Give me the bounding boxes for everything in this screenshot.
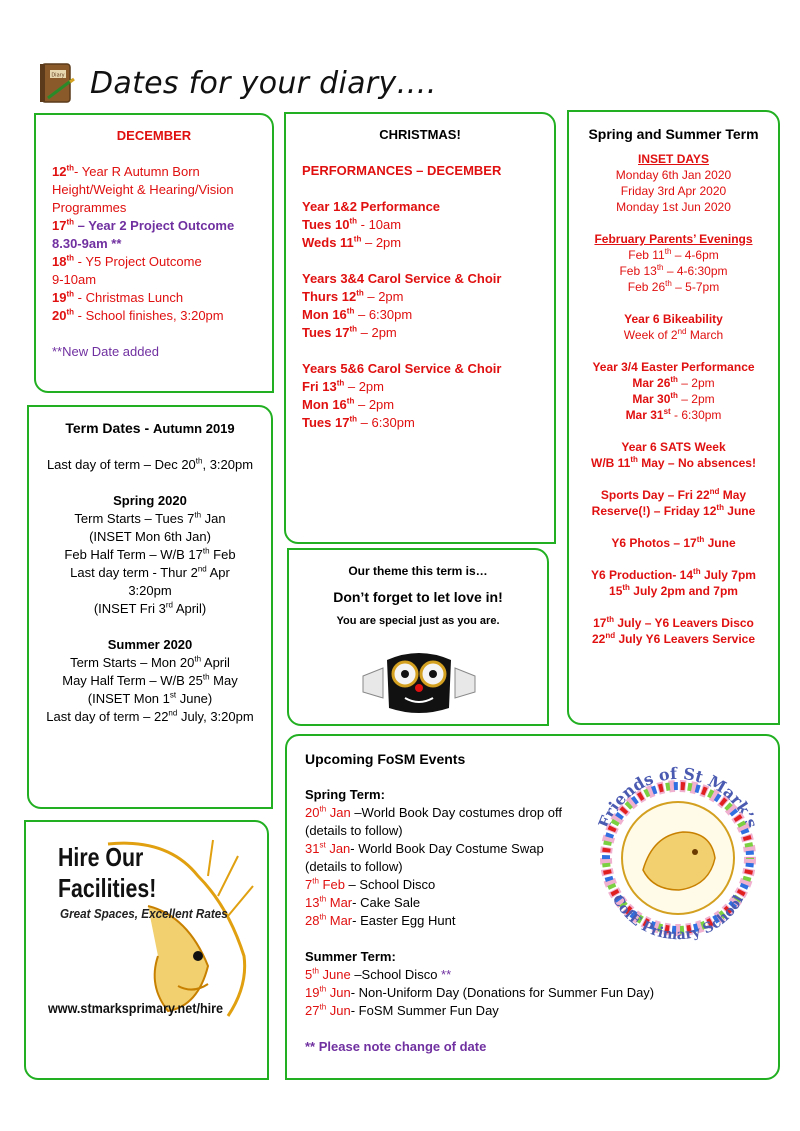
- list-item-cont: (details to follow): [305, 859, 403, 874]
- list-item: Feb 13th – 4-6:30pm: [619, 263, 728, 278]
- list-item: 17th July – Y6 Leavers Disco: [593, 615, 754, 630]
- list-item: 17th – Year 2 Project Outcome: [52, 217, 235, 233]
- list-item-cont: 8.30-9am **: [52, 236, 122, 251]
- list-item: 22nd July Y6 Leavers Service: [591, 631, 756, 646]
- fosm-logo: [583, 740, 773, 962]
- list-item: Mar 31st - 6:30pm: [625, 407, 722, 422]
- list-item: Sports Day – Fri 22nd May: [600, 487, 747, 502]
- spring-title: Spring 2020: [113, 493, 187, 508]
- list-item: Mon 16th – 6:30pm: [302, 306, 413, 322]
- logo-bottom-text: CofE Primary School: [608, 892, 748, 944]
- list-item: Week of 2nd March: [623, 327, 724, 342]
- christmas-heading: CHRISTMAS!: [379, 127, 461, 142]
- logo-top-text: Friends of St Mark’s: [594, 763, 762, 831]
- list-item-cont: Height/Weight & Hearing/Vision: [52, 182, 234, 197]
- list-item: 13th Mar- Cake Sale: [305, 894, 421, 910]
- list-item: Last day of term – Dec 20th, 3:20pm: [46, 456, 254, 472]
- hire-panel: [24, 820, 269, 1080]
- theme-intro: Our theme this term is…: [348, 564, 488, 578]
- december-heading: DECEMBER: [116, 128, 192, 143]
- list-item: Reserve(!) – Friday 12th June: [591, 503, 756, 518]
- list-item: Feb 26th – 5-7pm: [627, 279, 720, 294]
- hire-url-link[interactable]: www.stmarksprimary.net/hire: [48, 1000, 224, 1016]
- svg-text:Diary: Diary: [51, 72, 65, 79]
- list-item: (INSET Mon 1st June): [87, 690, 213, 706]
- list-item: Monday 6th Jan 2020: [615, 168, 732, 182]
- list-item: Mar 26th – 2pm: [632, 375, 715, 390]
- theme-title: Don’t forget to let love in!: [333, 589, 503, 605]
- list-item: 3:20pm: [128, 583, 172, 598]
- diary-icon: [38, 62, 76, 104]
- list-item: 12th- Year R Autumn Born: [52, 163, 200, 179]
- bikeability-title: Year 6 Bikeability: [624, 312, 723, 326]
- list-item: Mon 16th – 2pm: [302, 396, 395, 412]
- list-item-cont: (details to follow): [305, 823, 403, 838]
- group-title: Year 1&2 Performance: [302, 199, 441, 214]
- parents-evenings-title: February Parents’ Evenings: [594, 232, 753, 246]
- list-item: 31st Jan- World Book Day Costume Swap: [305, 840, 544, 856]
- cartoon-character-icon: [359, 646, 479, 718]
- list-item: Feb Half Term – W/B 17th Feb: [64, 546, 236, 562]
- list-item: W/B 11th May – No absences!: [591, 455, 756, 470]
- list-item: Last day term - Thur 2nd Apr: [70, 564, 230, 580]
- page-title: Dates for your diary….: [90, 66, 437, 101]
- theme-panel: [287, 548, 549, 726]
- performances-subheading: PERFORMANCES – DECEMBER: [302, 163, 502, 178]
- fosm-panel: [285, 734, 780, 1080]
- list-item: Fri 13th – 2pm: [302, 378, 384, 394]
- hire-title: Hire Our Facilities!: [58, 842, 157, 903]
- list-item: Weds 11th – 2pm: [302, 234, 402, 250]
- list-item: Monday 1st Jun 2020: [616, 200, 731, 214]
- list-item: (INSET Fri 3rd April): [93, 600, 207, 616]
- list-item: 20th Jan –World Book Day costumes drop off: [305, 804, 562, 820]
- term-dates-panel: [27, 405, 273, 809]
- list-item: 7th Feb – School Disco: [305, 876, 436, 892]
- list-item: Tues 17th – 2pm: [302, 324, 397, 340]
- list-item: Tues 10th - 10am: [302, 216, 402, 232]
- easter-title: Year 3/4 Easter Performance: [592, 360, 755, 374]
- list-item: 19th Jun- Non-Uniform Day (Donations for Summer Fun Day): [305, 984, 655, 1000]
- spring-summer-heading: Spring and Summer Term: [588, 126, 759, 142]
- group-title: Years 5&6 Carol Service & Choir: [302, 361, 502, 376]
- inset-title: INSET DAYS: [638, 152, 709, 166]
- theme-subtitle: You are special just as you are.: [336, 615, 500, 627]
- list-item: Tues 17th – 6:30pm: [302, 414, 415, 430]
- hire-tagline: Great Spaces, Excellent Rates: [60, 906, 228, 921]
- fosm-summer-title: Summer Term:: [305, 949, 396, 964]
- list-item-cont: 9-10am: [52, 272, 97, 287]
- fosm-note: ** Please note change of date: [305, 1039, 487, 1054]
- list-item: 19th - Christmas Lunch: [52, 289, 184, 305]
- christmas-panel: [284, 112, 556, 544]
- list-item-cont: Programmes: [52, 200, 127, 215]
- december-panel: [34, 113, 274, 393]
- list-item: 5th June –School Disco **: [305, 966, 452, 982]
- group-title: Years 3&4 Carol Service & Choir: [302, 271, 502, 286]
- list-item: Mar 30th – 2pm: [632, 391, 715, 406]
- list-item: 15th July 2pm and 7pm: [609, 583, 738, 598]
- list-item: 18th - Y5 Project Outcome: [52, 253, 202, 269]
- list-item: Last day of term – 22nd July, 3:20pm: [46, 708, 254, 724]
- list-item: (INSET Mon 6th Jan): [89, 529, 211, 544]
- list-item: Thurs 12th – 2pm: [302, 288, 404, 304]
- sats-title: Year 6 SATS Week: [621, 440, 726, 454]
- december-note: **New Date added: [52, 344, 159, 359]
- summer-title: Summer 2020: [107, 637, 193, 652]
- fosm-spring-title: Spring Term:: [305, 787, 385, 802]
- list-item: Term Starts – Tues 7th Jan: [74, 510, 226, 526]
- term-dates-heading: Term Dates - Autumn 2019: [65, 420, 235, 436]
- list-item: May Half Term – W/B 25th May: [62, 672, 238, 688]
- list-item: Term Starts – Mon 20th April: [70, 654, 230, 670]
- list-item: Feb 11th – 4-6pm: [628, 247, 719, 262]
- list-item: Friday 3rd Apr 2020: [620, 184, 727, 198]
- list-item: 20th - School finishes, 3:20pm: [52, 307, 224, 323]
- list-item: 28th Mar- Easter Egg Hunt: [305, 912, 456, 928]
- list-item: Y6 Photos – 17th June: [611, 535, 736, 550]
- list-item: Y6 Production- 14th July 7pm: [591, 567, 756, 582]
- list-item: 27th Jun- FoSM Summer Fun Day: [305, 1002, 499, 1018]
- spring-summer-panel: [567, 110, 780, 725]
- fosm-heading: Upcoming FoSM Events: [305, 751, 466, 767]
